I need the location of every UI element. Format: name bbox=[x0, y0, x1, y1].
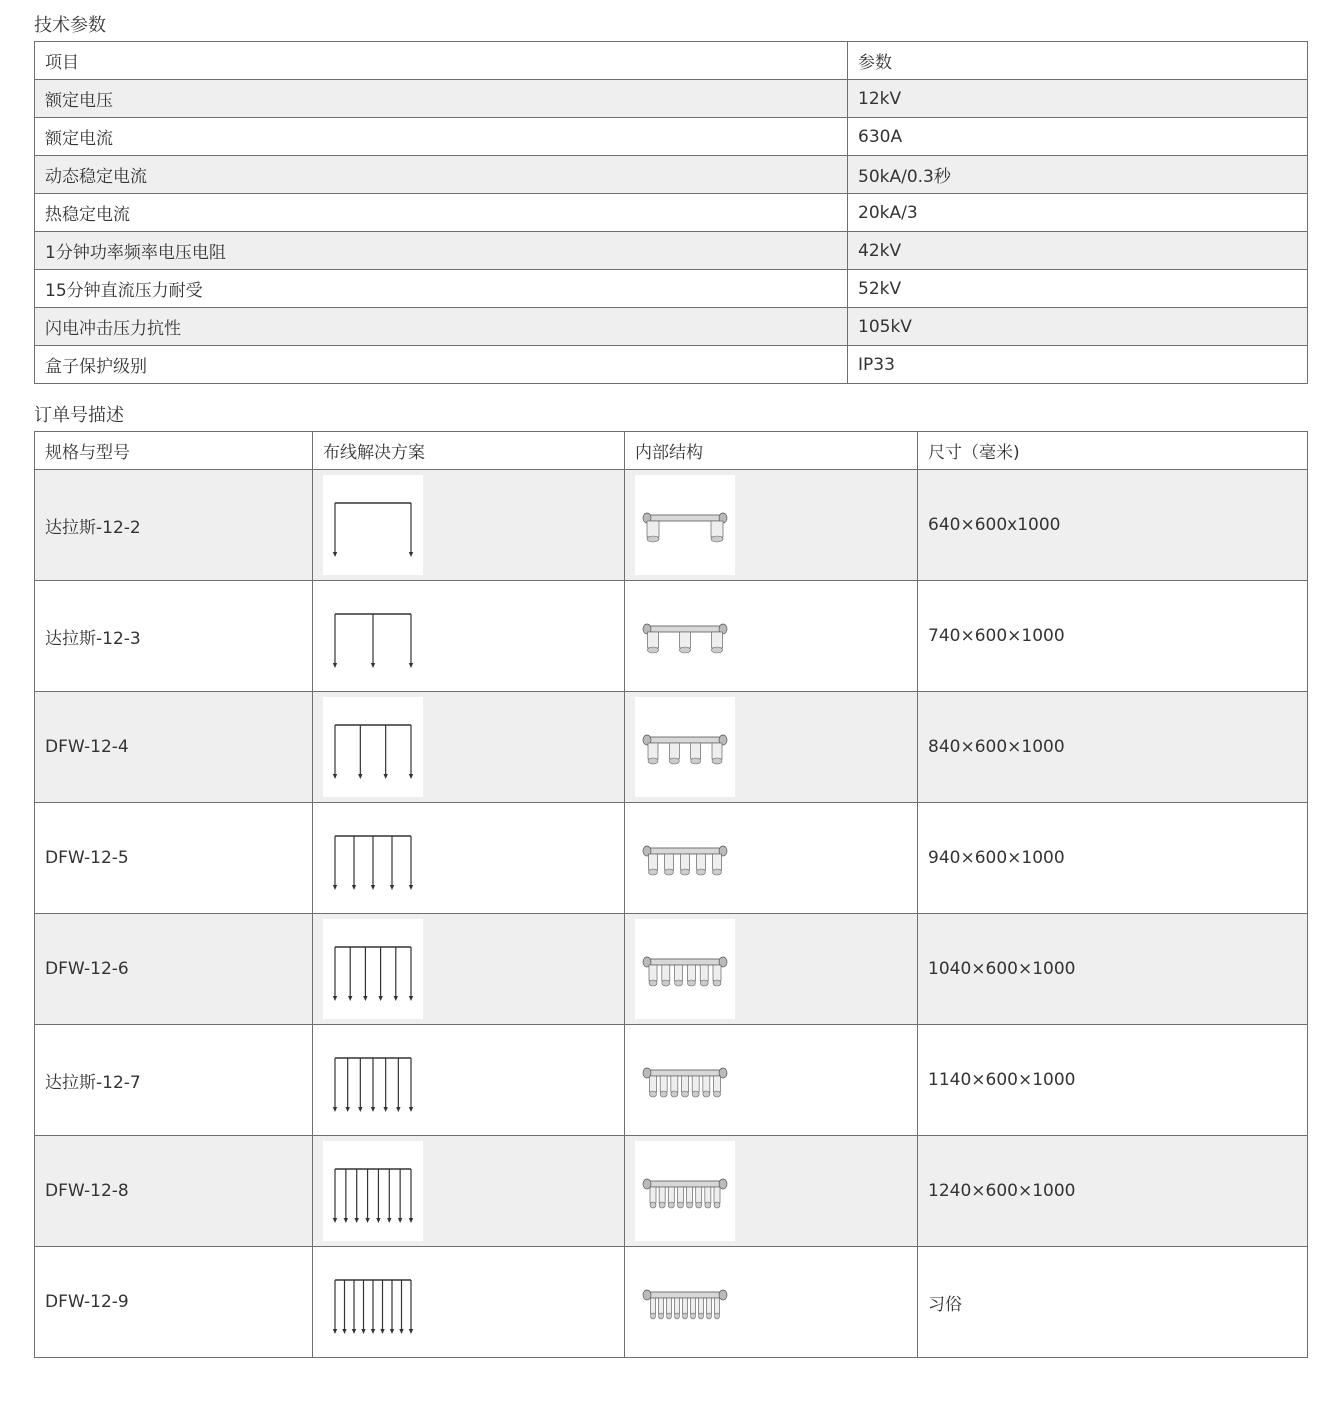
wiring-cell bbox=[313, 581, 625, 692]
wiring-thumbnail bbox=[323, 1030, 423, 1130]
structure-thumbnail bbox=[635, 1030, 735, 1130]
wiring-diagram bbox=[323, 475, 423, 575]
param-value: 42kV bbox=[848, 232, 1308, 270]
table-row bbox=[35, 914, 1308, 1025]
model-cell: DFW-12-6 bbox=[35, 914, 313, 1025]
param-value: 52kV bbox=[848, 270, 1308, 308]
internal-structure-image bbox=[635, 586, 735, 686]
param-name: 15分钟直流压力耐受 bbox=[35, 270, 848, 308]
wiring-diagram bbox=[323, 1141, 423, 1241]
size-cell: 1040×600×1000 bbox=[918, 914, 1308, 1025]
param-name: 1分钟功率频率电压电阻 bbox=[35, 232, 848, 270]
structure-thumbnail bbox=[635, 919, 735, 1019]
wiring-cell bbox=[313, 1136, 625, 1247]
size-cell: 1240×600×1000 bbox=[918, 1136, 1308, 1247]
internal-structure-image bbox=[635, 1141, 735, 1241]
table-row bbox=[35, 581, 1308, 692]
column-header-wiring: 布线解决方案 bbox=[313, 432, 625, 470]
wiring-thumbnail bbox=[323, 1141, 423, 1241]
wiring-cell bbox=[313, 1025, 625, 1136]
internal-structure-image bbox=[635, 919, 735, 1019]
wiring-diagram bbox=[323, 1030, 423, 1130]
model-cell: DFW-12-4 bbox=[35, 692, 313, 803]
param-name: 热稳定电流 bbox=[35, 194, 848, 232]
param-value: 20kA/3 bbox=[848, 194, 1308, 232]
param-name: 盒子保护级别 bbox=[35, 346, 848, 384]
model-cell: DFW-12-8 bbox=[35, 1136, 313, 1247]
wiring-cell bbox=[313, 692, 625, 803]
order-desc-table bbox=[34, 431, 1308, 1358]
internal-structure-image bbox=[635, 697, 735, 797]
tech-params-table bbox=[34, 41, 1308, 384]
param-name: 额定电流 bbox=[35, 118, 848, 156]
structure-cell bbox=[625, 581, 918, 692]
wiring-diagram bbox=[323, 697, 423, 797]
model-cell: 达拉斯-12-7 bbox=[35, 1025, 313, 1136]
structure-thumbnail bbox=[635, 1141, 735, 1241]
size-cell: 740×600×1000 bbox=[918, 581, 1308, 692]
wiring-diagram bbox=[323, 808, 423, 908]
wiring-thumbnail bbox=[323, 586, 423, 686]
param-name: 动态稳定电流 bbox=[35, 156, 848, 194]
order-desc-title: 订单号描述 bbox=[34, 405, 124, 426]
structure-cell bbox=[625, 692, 918, 803]
param-value: 105kV bbox=[848, 308, 1308, 346]
column-header-value: 参数 bbox=[848, 42, 1308, 80]
param-value: 50kA/0.3秒 bbox=[848, 156, 1308, 194]
column-header-size: 尺寸（毫米) bbox=[918, 432, 1308, 470]
table-row bbox=[35, 346, 1308, 384]
param-value: 630A bbox=[848, 118, 1308, 156]
structure-thumbnail bbox=[635, 697, 735, 797]
wiring-cell bbox=[313, 470, 625, 581]
wiring-diagram bbox=[323, 586, 423, 686]
wiring-cell bbox=[313, 1247, 625, 1358]
table-row bbox=[35, 118, 1308, 156]
structure-thumbnail bbox=[635, 808, 735, 908]
internal-structure-image bbox=[635, 808, 735, 908]
column-header-model: 规格与型号 bbox=[35, 432, 313, 470]
table-row bbox=[35, 692, 1308, 803]
internal-structure-image bbox=[635, 475, 735, 575]
column-header-structure: 内部结构 bbox=[625, 432, 918, 470]
wiring-thumbnail bbox=[323, 475, 423, 575]
param-name: 额定电压 bbox=[35, 80, 848, 118]
table-row bbox=[35, 308, 1308, 346]
wiring-cell bbox=[313, 914, 625, 1025]
size-cell: 习俗 bbox=[918, 1247, 1308, 1358]
structure-cell bbox=[625, 470, 918, 581]
internal-structure-image bbox=[635, 1030, 735, 1130]
table-row bbox=[35, 194, 1308, 232]
model-cell: DFW-12-9 bbox=[35, 1247, 313, 1358]
param-value: IP33 bbox=[848, 346, 1308, 384]
internal-structure-image bbox=[635, 1252, 735, 1352]
table-header-row bbox=[35, 42, 1308, 80]
table-header-row bbox=[35, 432, 1308, 470]
size-cell: 1140×600×1000 bbox=[918, 1025, 1308, 1136]
table-row bbox=[35, 232, 1308, 270]
wiring-diagram bbox=[323, 919, 423, 1019]
wiring-thumbnail bbox=[323, 808, 423, 908]
model-cell: DFW-12-5 bbox=[35, 803, 313, 914]
table-row bbox=[35, 803, 1308, 914]
table-row bbox=[35, 1136, 1308, 1247]
table-row bbox=[35, 470, 1308, 581]
structure-cell bbox=[625, 1136, 918, 1247]
param-value: 12kV bbox=[848, 80, 1308, 118]
structure-cell bbox=[625, 914, 918, 1025]
model-cell: 达拉斯-12-3 bbox=[35, 581, 313, 692]
structure-thumbnail bbox=[635, 586, 735, 686]
structure-cell bbox=[625, 803, 918, 914]
wiring-cell bbox=[313, 803, 625, 914]
size-cell: 640×600x1000 bbox=[918, 470, 1308, 581]
wiring-thumbnail bbox=[323, 1252, 423, 1352]
size-cell: 840×600×1000 bbox=[918, 692, 1308, 803]
param-name: 闪电冲击压力抗性 bbox=[35, 308, 848, 346]
table-row bbox=[35, 80, 1308, 118]
structure-thumbnail bbox=[635, 475, 735, 575]
structure-cell bbox=[625, 1025, 918, 1136]
table-row bbox=[35, 1247, 1308, 1358]
structure-cell bbox=[625, 1247, 918, 1358]
wiring-thumbnail bbox=[323, 919, 423, 1019]
structure-thumbnail bbox=[635, 1252, 735, 1352]
wiring-thumbnail bbox=[323, 697, 423, 797]
model-cell: 达拉斯-12-2 bbox=[35, 470, 313, 581]
table-row bbox=[35, 1025, 1308, 1136]
table-row bbox=[35, 270, 1308, 308]
wiring-diagram bbox=[323, 1252, 423, 1352]
size-cell: 940×600×1000 bbox=[918, 803, 1308, 914]
column-header-item: 项目 bbox=[35, 42, 848, 80]
table-row bbox=[35, 156, 1308, 194]
tech-params-title: 技术参数 bbox=[34, 15, 106, 36]
